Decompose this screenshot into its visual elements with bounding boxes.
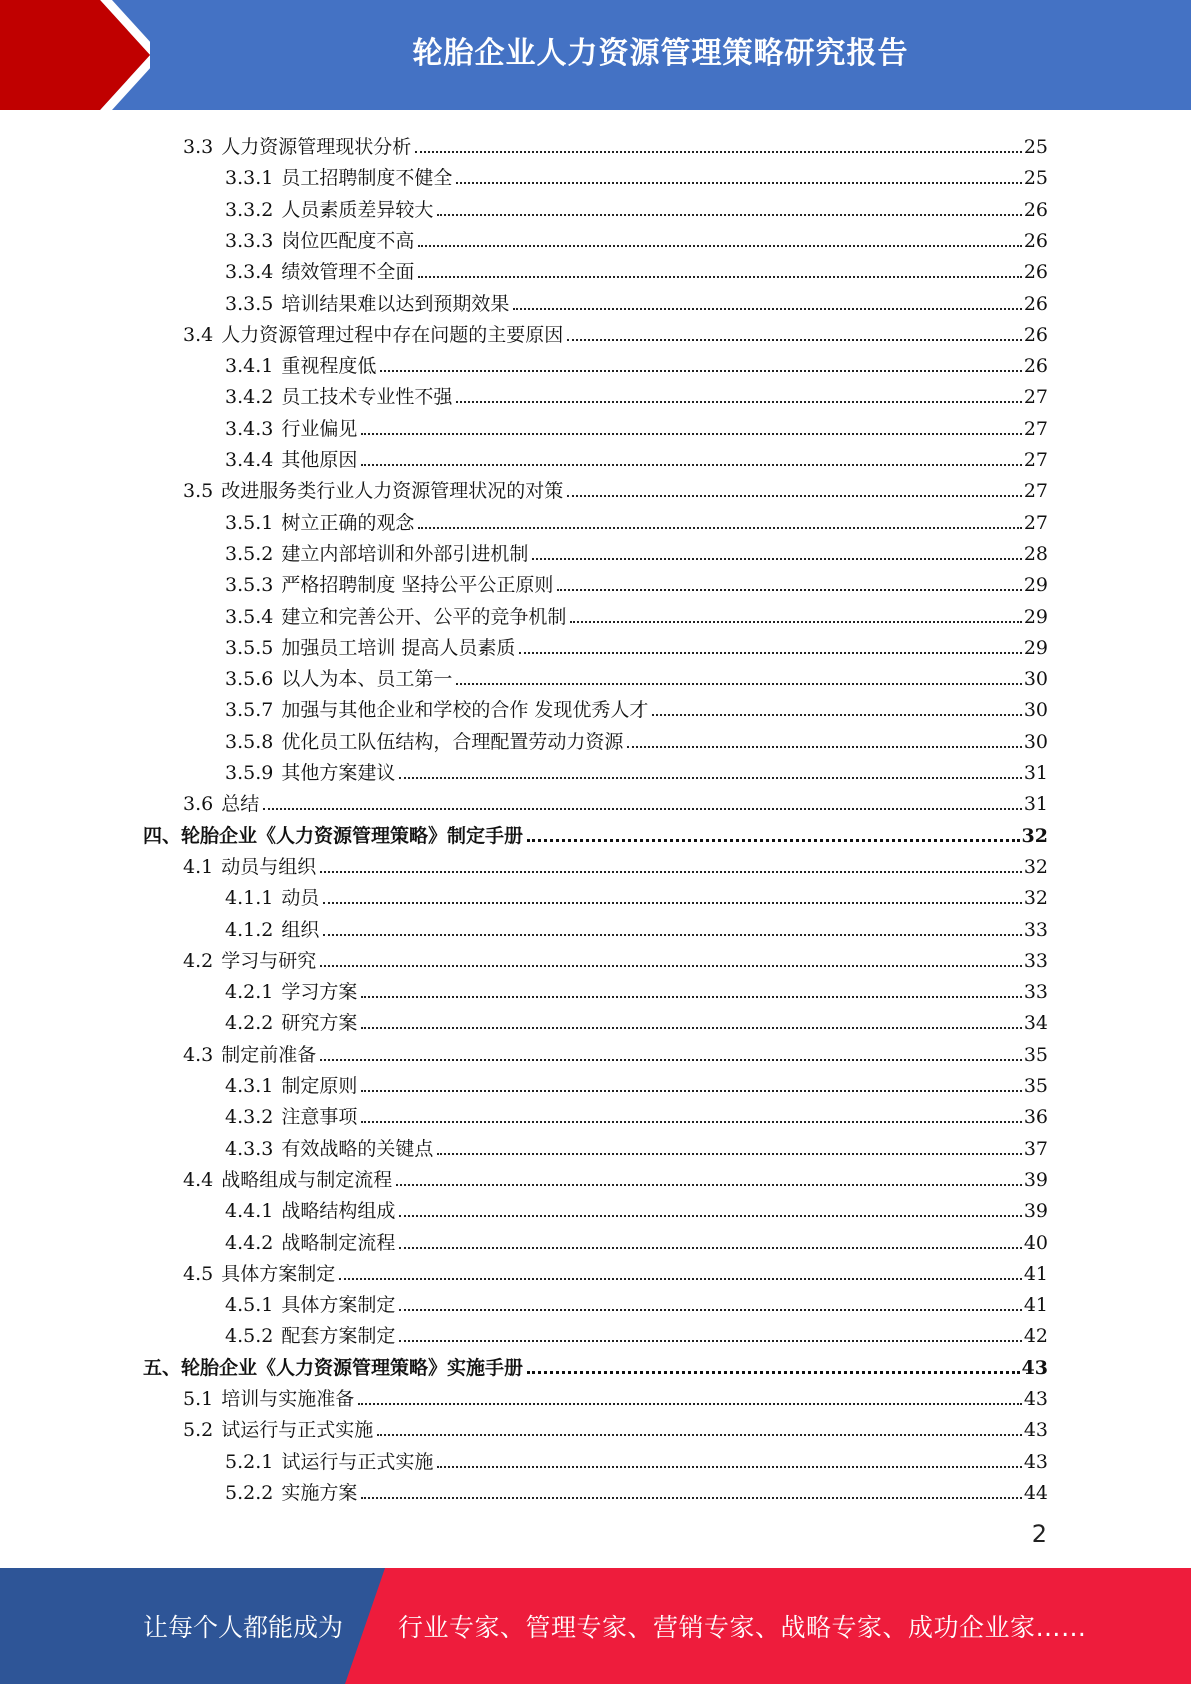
toc-entry-page: 35 — [1023, 1075, 1048, 1097]
toc-dot-leader — [513, 308, 1021, 310]
toc-entry-page: 35 — [1023, 1043, 1048, 1066]
toc-entry-number: 4.3.2 — [225, 1106, 274, 1129]
toc-entry-title: 建立内部培训和外部引进机制 — [281, 542, 529, 565]
toc-entry[interactable] — [143, 817, 1048, 847]
toc-entry-number: 3.4.3 — [225, 417, 274, 440]
toc-entry-title: 战略组成与制定流程 — [221, 1168, 393, 1191]
toc-entry[interactable] — [225, 159, 1048, 189]
toc-entry-number: 3.4.4 — [225, 449, 274, 471]
page-number: 2 — [1031, 1520, 1047, 1548]
toc-entry[interactable] — [225, 566, 1048, 596]
toc-entry[interactable] — [225, 973, 1048, 1003]
toc-entry-number: 5.2.2 — [225, 1481, 274, 1504]
footer-slogan-right: 行业专家、管理专家、营销专家、战略专家、成功企业家…… — [398, 1613, 1087, 1642]
toc-entry-page: 37 — [1023, 1137, 1048, 1160]
toc-entry-title: 绩效管理不全面 — [281, 261, 415, 284]
toc-entry-page: 33 — [1023, 918, 1048, 941]
toc-entry[interactable] — [225, 1098, 1048, 1128]
toc-entry[interactable] — [143, 1349, 1048, 1379]
toc-entry-title: 培训结果难以达到预期效果 — [281, 292, 510, 315]
toc-entry-page: 30 — [1023, 668, 1048, 691]
toc-entry-number: 4.5.2 — [225, 1325, 274, 1348]
toc-entry-page: 27 — [1023, 511, 1048, 534]
toc-dot-leader — [320, 871, 1022, 873]
toc-entry[interactable] — [183, 848, 1048, 878]
toc-entry-title: 轮胎企业《人力资源管理策略》制定手册 — [181, 824, 524, 847]
toc-entry-number: 3.5.2 — [225, 542, 274, 565]
toc-entry-page: 26 — [1023, 292, 1048, 315]
toc-entry-number: 3.6 — [183, 793, 214, 816]
toc-dot-leader — [361, 1027, 1021, 1029]
toc-entry-number: 3.5.7 — [225, 699, 274, 722]
toc-entry[interactable] — [225, 691, 1048, 721]
toc-entry-number: 4.4 — [183, 1168, 214, 1191]
toc-entry[interactable] — [225, 222, 1048, 252]
toc-entry-page: 39 — [1023, 1168, 1048, 1191]
toc-dot-leader — [567, 339, 1022, 341]
toc-dot-leader — [627, 746, 1021, 748]
toc-entry-number: 3.3.5 — [225, 292, 274, 315]
toc-entry[interactable] — [183, 785, 1048, 815]
toc-entry[interactable] — [183, 472, 1048, 502]
toc-entry-page: 43 — [1021, 1356, 1048, 1379]
toc-entry-number: 3.5 — [183, 480, 214, 503]
toc-entry[interactable] — [225, 629, 1048, 659]
toc-entry-page: 42 — [1023, 1325, 1048, 1348]
toc-entry[interactable] — [183, 1036, 1048, 1066]
toc-entry-number: 4.1.2 — [225, 918, 274, 941]
toc-entry-number: 3.5.6 — [225, 668, 274, 691]
toc-entry[interactable] — [183, 942, 1048, 972]
toc-entry[interactable] — [183, 1255, 1048, 1285]
toc-entry-title: 有效战略的关键点 — [281, 1137, 434, 1160]
toc-entry-title: 员工招聘制度不健全 — [281, 167, 453, 190]
toc-entry-number: 4.3 — [183, 1043, 214, 1066]
toc-entry-number: 3.5.4 — [225, 605, 274, 628]
toc-entry-page: 43 — [1023, 1419, 1048, 1442]
toc-entry-title: 重视程度低 — [281, 355, 377, 378]
toc-entry-title: 岗位匹配度不高 — [281, 229, 415, 252]
toc-entry-title: 树立正确的观念 — [281, 511, 415, 534]
toc-entry-page: 29 — [1023, 574, 1048, 597]
toc-entry-number: 4.4.1 — [225, 1200, 274, 1223]
toc-dot-leader — [361, 1497, 1021, 1499]
toc-entry-title: 其他原因 — [281, 449, 358, 471]
toc-entry-title: 动员与组织 — [221, 855, 317, 878]
toc-entry-number: 4.2.1 — [225, 981, 274, 1004]
toc-entry[interactable] — [183, 128, 1048, 158]
toc-entry-number: 3.5.9 — [225, 762, 274, 784]
toc-entry-title: 组织 — [281, 918, 320, 941]
toc-entry[interactable] — [225, 1286, 1048, 1316]
toc-entry-title: 人员素质差异较大 — [281, 198, 434, 221]
toc-entry-number: 3.5.1 — [225, 511, 274, 534]
toc-entry-title: 动员 — [281, 887, 320, 910]
toc-dot-leader — [320, 1059, 1022, 1061]
toc-entry[interactable] — [225, 347, 1048, 377]
toc-entry-page: 27 — [1023, 386, 1048, 409]
toc-dot-leader — [323, 934, 1021, 936]
toc-dot-leader — [361, 1090, 1021, 1092]
toc-entry-number: 5.1 — [183, 1388, 214, 1410]
toc-entry-number: 4.3.1 — [225, 1075, 274, 1097]
toc-entry-title: 试运行与正式实施 — [281, 1450, 434, 1473]
toc-entry-number: 3.3.4 — [225, 261, 274, 284]
toc-dot-leader — [557, 589, 1021, 591]
toc-entry-title: 人力资源管理过程中存在问题的主要原因 — [221, 323, 564, 346]
toc-entry-page: 43 — [1023, 1450, 1048, 1473]
page-footer — [0, 1568, 1191, 1684]
toc-entry-page: 27 — [1023, 480, 1048, 503]
toc-dot-leader — [456, 401, 1021, 403]
toc-entry-title: 试运行与正式实施 — [221, 1419, 374, 1442]
toc-entry-number: 3.3.3 — [225, 229, 274, 252]
toc-entry-number: 4.4.2 — [225, 1231, 274, 1254]
toc-dot-leader — [456, 182, 1021, 184]
toc-entry-page: 39 — [1023, 1200, 1048, 1223]
toc-entry-title: 配套方案制定 — [281, 1325, 396, 1348]
toc-entry-page: 29 — [1023, 636, 1048, 659]
toc-entry[interactable] — [225, 660, 1048, 690]
toc-entry[interactable] — [225, 911, 1048, 941]
toc-entry[interactable] — [225, 285, 1048, 315]
toc-dot-leader — [418, 245, 1021, 247]
toc-entry-title: 优化员工队伍结构，合理配置劳动力资源 — [281, 730, 624, 753]
page-header — [0, 0, 1191, 110]
toc-dot-leader — [567, 495, 1022, 497]
toc-entry-page: 41 — [1023, 1262, 1048, 1285]
toc-entry-title: 实施方案 — [281, 1481, 358, 1504]
toc-dot-leader — [361, 1121, 1021, 1123]
toc-entry-title: 制定原则 — [281, 1075, 358, 1097]
toc-dot-leader — [519, 652, 1021, 654]
toc-dot-leader — [527, 839, 1020, 842]
toc-entry-title: 战略制定流程 — [281, 1231, 396, 1254]
toc-dot-leader — [361, 996, 1021, 998]
toc-entry[interactable] — [225, 535, 1048, 565]
toc-entry[interactable] — [225, 598, 1048, 628]
toc-entry-page: 26 — [1023, 229, 1048, 252]
toc-dot-leader — [437, 214, 1021, 216]
toc-entry[interactable] — [225, 723, 1048, 753]
toc-entry-title: 严格招聘制度 坚持公平公正原则 — [281, 574, 554, 597]
toc-entry-page: 44 — [1023, 1481, 1048, 1504]
toc-entry-title: 人力资源管理现状分析 — [221, 136, 412, 158]
toc-entry[interactable] — [183, 316, 1048, 346]
toc-dot-leader — [418, 276, 1021, 278]
toc-entry-page: 28 — [1023, 542, 1048, 565]
toc-dot-leader — [652, 714, 1021, 716]
toc-entry-page: 34 — [1023, 1012, 1048, 1035]
toc-entry-number: 3.4.1 — [225, 355, 274, 378]
toc-dot-leader — [418, 527, 1021, 529]
toc-entry-page: 41 — [1023, 1294, 1048, 1317]
toc-entry-title: 加强与其他企业和学校的合作 发现优秀人才 — [281, 699, 649, 722]
toc-entry-title: 加强员工培训 提高人员素质 — [281, 636, 516, 659]
toc-entry-page: 36 — [1023, 1106, 1048, 1129]
toc-entry-page: 30 — [1023, 699, 1048, 722]
toc-dot-leader — [361, 464, 1021, 466]
toc-entry-page: 40 — [1023, 1231, 1048, 1254]
toc-entry-page: 26 — [1023, 261, 1048, 284]
toc-entry[interactable] — [225, 1004, 1048, 1034]
toc-entry-page: 25 — [1023, 167, 1048, 190]
toc-entry-number: 4.5 — [183, 1262, 214, 1285]
toc-dot-leader — [358, 1403, 1022, 1405]
toc-entry-number: 3.3.1 — [225, 167, 274, 190]
toc-entry-page: 32 — [1023, 855, 1048, 878]
toc-entry[interactable] — [225, 441, 1048, 471]
toc-entry[interactable] — [225, 1474, 1048, 1504]
toc-entry-number: 3.3.2 — [225, 198, 274, 221]
toc-entry[interactable] — [225, 191, 1048, 221]
toc-dot-leader — [396, 1184, 1022, 1186]
toc-entry[interactable] — [225, 879, 1048, 909]
toc-entry-title: 制定前准备 — [221, 1043, 317, 1066]
footer-slogan-left: 让每个人都能成为 — [143, 1613, 344, 1642]
toc-entry-number: 3.5.5 — [225, 636, 274, 659]
toc-entry-title: 总结 — [221, 793, 260, 816]
toc-entry[interactable] — [225, 378, 1048, 408]
toc-entry-number: 4.5.1 — [225, 1294, 274, 1317]
toc-entry-title: 研究方案 — [281, 1012, 358, 1035]
toc-entry-page: 26 — [1023, 323, 1048, 346]
toc-dot-leader — [532, 558, 1021, 560]
toc-entry-number: 3.3 — [183, 136, 214, 158]
toc-dot-leader — [415, 151, 1022, 153]
toc-entry[interactable] — [183, 1380, 1048, 1410]
toc-entry-number: 3.4 — [183, 323, 214, 346]
toc-dot-leader — [527, 1371, 1020, 1374]
toc-entry[interactable] — [183, 1161, 1048, 1191]
toc-entry-title: 轮胎企业《人力资源管理策略》实施手册 — [181, 1356, 524, 1379]
toc-entry-number: 5.2 — [183, 1419, 214, 1442]
toc-entry-title: 改进服务类行业人力资源管理状况的对策 — [221, 480, 564, 503]
toc-entry[interactable] — [225, 1317, 1048, 1347]
toc-entry[interactable] — [225, 410, 1048, 440]
toc-entry-title: 具体方案制定 — [281, 1294, 396, 1317]
toc-entry[interactable] — [225, 253, 1048, 283]
chevron-logo-icon — [0, 0, 150, 110]
toc-dot-leader — [570, 621, 1021, 623]
toc-entry-page: 43 — [1023, 1388, 1048, 1410]
toc-dot-leader — [339, 1278, 1022, 1280]
toc-entry-title: 战略结构组成 — [281, 1200, 396, 1223]
toc-entry-number: 4.2.2 — [225, 1012, 274, 1035]
toc-entry-number: 3.5.3 — [225, 574, 274, 597]
toc-entry[interactable] — [225, 1443, 1048, 1473]
report-title: 轮胎企业人力资源管理策略研究报告 — [412, 36, 909, 71]
toc-dot-leader — [320, 965, 1022, 967]
toc-entry[interactable] — [225, 1192, 1048, 1222]
toc-dot-leader — [361, 433, 1021, 435]
toc-entry-page: 32 — [1021, 824, 1048, 847]
toc-entry-page: 29 — [1023, 605, 1048, 628]
toc-dot-leader — [399, 1309, 1021, 1311]
toc-entry-number: 4.1.1 — [225, 887, 274, 910]
toc-entry-title: 具体方案制定 — [221, 1262, 336, 1285]
toc-entry[interactable] — [225, 754, 1048, 784]
toc-dot-leader — [399, 1340, 1021, 1342]
toc-entry-page: 25 — [1023, 136, 1048, 158]
toc-entry-number: 3.5.8 — [225, 730, 274, 753]
toc-entry-title: 学习与研究 — [221, 949, 317, 972]
toc-dot-leader — [399, 777, 1021, 779]
toc-entry-number: 五、 — [143, 1356, 182, 1379]
toc-entry-title: 行业偏见 — [281, 417, 358, 440]
toc-dot-leader — [437, 1466, 1021, 1468]
toc-dot-leader — [456, 683, 1021, 685]
toc-entry-title: 以人为本、员工第一 — [281, 668, 453, 691]
toc-entry-page: 27 — [1023, 449, 1048, 471]
toc-entry-number: 5.2.1 — [225, 1450, 274, 1473]
toc-entry[interactable] — [225, 1224, 1048, 1254]
toc-dot-leader — [263, 808, 1022, 810]
toc-entry-page: 26 — [1023, 355, 1048, 378]
toc-dot-leader — [437, 1153, 1021, 1155]
toc-dot-leader — [380, 370, 1021, 372]
toc-entry-number: 4.1 — [183, 855, 214, 878]
toc-dot-leader — [377, 1434, 1022, 1436]
toc-entry[interactable] — [225, 1130, 1048, 1160]
toc-entry-number: 4.3.3 — [225, 1137, 274, 1160]
toc-entry-title: 注意事项 — [281, 1106, 358, 1129]
toc-entry-page: 33 — [1023, 981, 1048, 1004]
toc-entry-page: 33 — [1023, 949, 1048, 972]
toc-entry-title: 建立和完善公开、公平的竞争机制 — [281, 605, 567, 628]
toc-entry-number: 4.2 — [183, 949, 214, 972]
toc-entry-page: 27 — [1023, 417, 1048, 440]
toc-entry-number: 四、 — [143, 824, 182, 847]
toc-entry-title: 其他方案建议 — [281, 762, 396, 784]
toc-dot-leader — [399, 1215, 1021, 1217]
toc-entry-page: 30 — [1023, 730, 1048, 753]
toc-entry-page: 26 — [1023, 198, 1048, 221]
toc-entry-page: 32 — [1023, 887, 1048, 910]
toc-entry[interactable] — [225, 1067, 1048, 1097]
toc-entry[interactable] — [183, 1411, 1048, 1441]
toc-entry-page: 31 — [1023, 762, 1048, 784]
toc-entry-title: 学习方案 — [281, 981, 358, 1004]
toc-entry[interactable] — [225, 504, 1048, 534]
toc-dot-leader — [399, 1247, 1021, 1249]
toc-entry-title: 员工技术专业性不强 — [281, 386, 453, 409]
toc-entry-page: 31 — [1023, 793, 1048, 816]
toc-entry-title: 培训与实施准备 — [221, 1388, 355, 1410]
toc-dot-leader — [323, 902, 1021, 904]
toc-entry-number: 3.4.2 — [225, 386, 274, 409]
